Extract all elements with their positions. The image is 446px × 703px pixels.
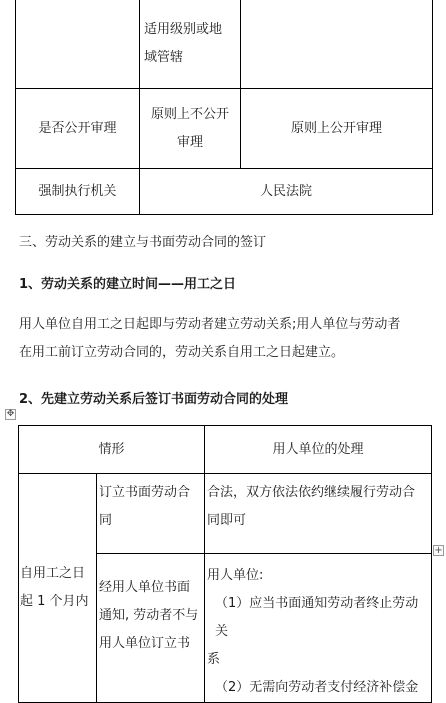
move-handle-icon[interactable]: ✥ xyxy=(6,409,15,419)
table-cell xyxy=(16,0,140,89)
situation-cell: 订立书面劳动合 同 xyxy=(97,474,205,554)
table-cell xyxy=(241,0,433,89)
handling-cell: 合法，双方依法依约继续履行劳动合 同即可 xyxy=(205,474,432,554)
table-cell: 适用级别或地 域管辖 xyxy=(140,0,241,89)
table-row xyxy=(19,426,432,474)
table-row xyxy=(16,89,433,169)
court-comparison-table xyxy=(15,0,433,215)
table-cell: 人民法院 xyxy=(140,169,433,215)
table-cell: 是否公开审理 xyxy=(16,89,140,169)
section-heading: 三、劳动关系的建立与书面劳动合同的签订 xyxy=(19,235,267,250)
header-situation: 情形 xyxy=(19,426,205,474)
period-label: 自用工之日 起 1 个月内 xyxy=(19,474,97,703)
heading-1: 1、劳动关系的建立时间——用工之日 xyxy=(19,277,237,292)
table-cell: 原则上公开审理 xyxy=(241,89,433,169)
paragraph-1: 用人单位自用工之日起即与劳动者建立劳动关系;用人单位与劳动者 在用工前订立劳动合同的，劳动关系自用工之日起建立。 xyxy=(19,317,401,360)
table-row xyxy=(16,169,433,215)
add-column-icon[interactable]: + xyxy=(434,545,443,556)
table-cell: 强制执行机关 xyxy=(16,169,140,215)
heading-2: 2、先建立劳动关系后签订书面劳动合同的处理 xyxy=(19,392,289,407)
contract-handling-table xyxy=(18,425,432,703)
situation-cell: 经用人单位书面 通知, 劳动者不与 用人单位订立书 xyxy=(97,554,205,703)
table-row xyxy=(19,474,432,554)
header-handling: 用人单位的处理 xyxy=(205,426,432,474)
table-row xyxy=(16,0,433,89)
handling-cell: 用人单位: （1）应当书面通知劳动者终止劳动关 系 （2）无需向劳动者支付经济补偿金 xyxy=(205,554,432,703)
table-cell: 原则上不公开 审理 xyxy=(140,89,241,169)
